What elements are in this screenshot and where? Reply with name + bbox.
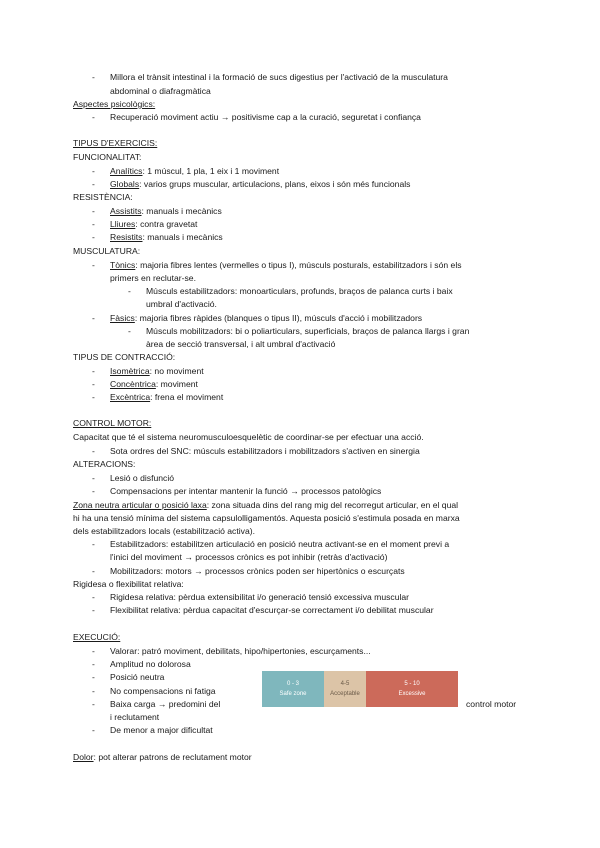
list-item: Baixa carga → predomini del [110, 699, 221, 709]
list-item: Rigidesa relativa: pèrdua extensibilitat i/o generació tensió excessiva muscular [110, 592, 410, 602]
bullet: - [92, 566, 95, 576]
list-item: De menor a major dificultat [110, 725, 213, 735]
text-line: Dolor: pot alterar patrons de reclutament motor [73, 752, 252, 762]
text-line: Zona neutra articular o posició laxa: zona situada dins del rang mig del recorregut articular, en el qual [73, 500, 459, 510]
list-item: Lliures: contra gravetat [110, 219, 198, 229]
text-line: umbral d'activació. [146, 299, 217, 309]
bullet: - [92, 392, 95, 402]
bullet: - [92, 366, 95, 376]
bullet: - [92, 699, 95, 709]
bullet: - [128, 326, 131, 336]
list-item: Lesió o disfunció [110, 473, 175, 483]
bullet: - [92, 72, 95, 82]
list-item: Flexibilitat relativa: pèrdua capacitat d'escurçar-se correctament i/o debilitat muscular [110, 605, 434, 615]
section-heading: EXECUCIÓ: [73, 632, 121, 642]
scale-segment-safe [262, 671, 324, 707]
text-line: abdominal o diafragmàtica [110, 86, 211, 96]
scale-range: 5 - 10 [404, 681, 420, 687]
text-line: l'inici del moviment → processos crònics es pot inhibir (retràs d'activació) [110, 552, 388, 562]
scale-segment-acceptable [324, 671, 366, 707]
bullet: - [92, 473, 95, 483]
list-item: Concèntrica: moviment [110, 379, 198, 389]
list-item: Amplitud no dolorosa [110, 659, 191, 669]
text-line: Capacitat que té el sistema neuromusculoesquelètic de coordinar-se per efectuar una acció. [73, 432, 424, 442]
list-item: Compensacions per intentar mantenir la funció → processos patològics [110, 486, 382, 496]
subheading: FUNCIONALITAT: [73, 152, 142, 162]
scale-segment-excessive [366, 671, 458, 707]
list-item: No compensacions ni fatiga [110, 686, 216, 696]
bullet: - [92, 179, 95, 189]
subheading: ALTERACIONS: [73, 459, 136, 469]
list-item: Músculs mobilitzadors: bi o poliarticulars, superficials, braços de palanca llargs i gran [146, 326, 470, 336]
list-item: Assistits: manuals i mecànics [110, 206, 222, 216]
bullet: - [92, 646, 95, 656]
text-line: i reclutament [110, 712, 160, 722]
list-item: Isomètrica: no moviment [110, 366, 204, 376]
bullet: - [92, 379, 95, 389]
bullet: - [92, 206, 95, 216]
text-line: Millora el trànsit intestinal i la formació de sucs digestius per l'activació de la musculatura [110, 72, 448, 82]
bullet: - [92, 672, 95, 682]
list-item: Posició neutra [110, 672, 165, 682]
scale-label: Excessive [398, 691, 426, 697]
bullet: - [92, 539, 95, 549]
bullet: - [92, 166, 95, 176]
list-item: Estabilitzadors: estabilitzen articulació en posició neutra activant-se en el moment previ a [110, 539, 450, 549]
text-line: dels estabilitzadors locals (estabilització activa). [73, 526, 255, 536]
bullet: - [92, 313, 95, 323]
subheading: RESISTÈNCIA: [73, 192, 133, 202]
section-heading: CONTROL MOTOR: [73, 418, 152, 428]
text-line: control motor [466, 699, 517, 709]
list-item: Tònics: majoria fibres lentes (vermelles o tipus I), músculs posturals, estabilitzadors i són els [110, 260, 462, 270]
bullet: - [92, 260, 95, 270]
list-item: Recuperació moviment actiu → positivisme cap a la curació, seguretat i confiança [110, 112, 421, 122]
bullet: - [92, 659, 95, 669]
bullet: - [92, 232, 95, 242]
list-item: Analítics: 1 múscul, 1 pla, 1 eix i 1 moviment [110, 166, 280, 176]
list-item: Valorar: patró moviment, debilitats, hipo/hipertonies, escurçaments... [110, 646, 371, 656]
scale-label: Safe zone [279, 691, 307, 697]
scale-label: Acceptable [330, 691, 360, 697]
bullet: - [128, 286, 131, 296]
text-line: primers en reclutar-se. [110, 273, 196, 283]
list-item: Fàsics: majoria fibres ràpides (blanques o tipus II), músculs d'acció i mobilitzadors [110, 313, 423, 323]
list-item: Excèntrica: frena el moviment [110, 392, 224, 402]
bullet: - [92, 725, 95, 735]
bullet: - [92, 592, 95, 602]
list-item: Globals: varios grups muscular, articulacions, plans, eixos i són més funcionals [110, 179, 411, 189]
section-heading: Aspectes psicològics: [73, 99, 156, 109]
subheading: MUSCULATURA: [73, 246, 141, 256]
text-line: àrea de secció transversal, i alt umbral d'activació [146, 339, 336, 349]
bullet: - [92, 112, 95, 122]
list-item: Sota ordres del SNC: músculs estabilitzadors i mobilitzadors s'activen en sinergia [110, 446, 420, 456]
scale-range: 4-5 [340, 681, 350, 687]
subheading: TIPUS DE CONTRACCIÓ: [73, 352, 176, 362]
bullet: - [92, 686, 95, 696]
list-item: Músculs estabilitzadors: monoarticulars, profunds, braços de palanca curts i baix [146, 286, 453, 296]
bullet: - [92, 486, 95, 496]
bullet: - [92, 219, 95, 229]
subheading: Rigidesa o flexibilitat relativa: [73, 579, 184, 589]
list-item: Resistits: manuals i mecànics [110, 232, 223, 242]
scale-range: 0 - 3 [286, 681, 299, 687]
text-line: hi ha una tensió mínima del sistema capsulolligamentós. Aquesta posició s'estimula posada en marxa [73, 513, 460, 523]
bullet: - [92, 446, 95, 456]
bullet: - [92, 605, 95, 615]
section-heading: TIPUS D'EXERCICIS: [73, 138, 158, 148]
effort-scale-image [262, 671, 458, 707]
list-item: Mobilitzadors: motors → processos crònics poden ser hipertònics o escurçats [110, 566, 405, 576]
